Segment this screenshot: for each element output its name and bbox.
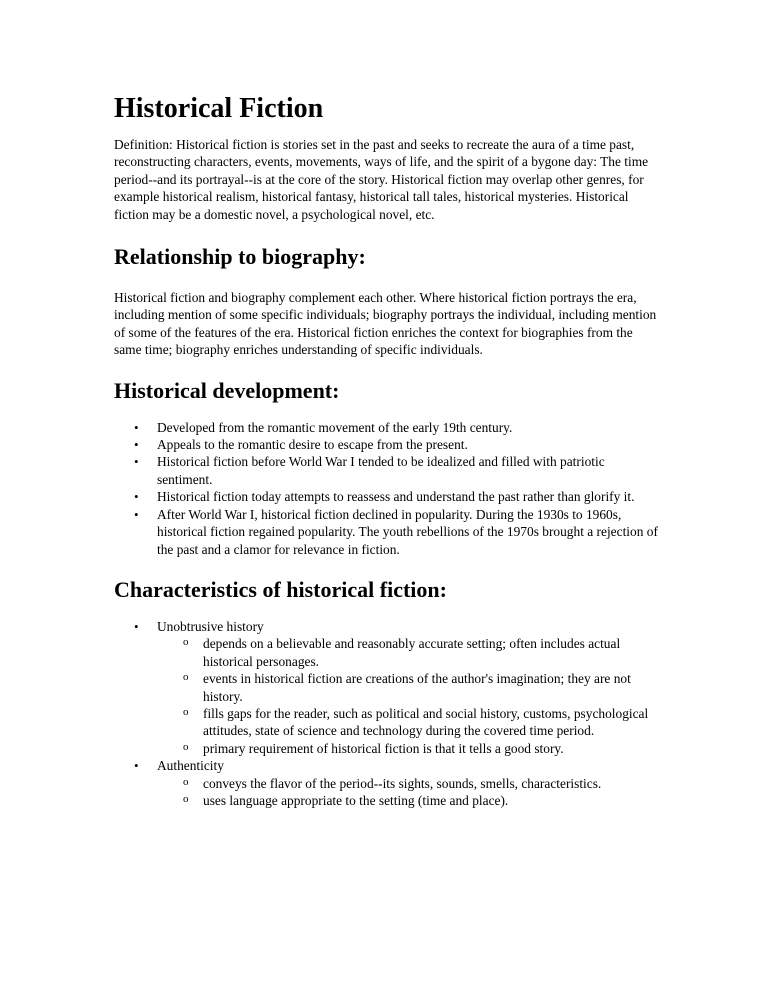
list-item-text: After World War I, historical fiction declined in popularity. During the 1930s to 1960s, historical fiction regained popularity. The youth rebellions of the 1970s brought a rejection of the past and a clamor for relevance in fiction. xyxy=(157,506,658,557)
sub-list-item xyxy=(157,740,659,757)
sub-bullet-icon: o xyxy=(183,636,189,649)
page-title: Historical Fiction xyxy=(114,93,324,124)
sub-list xyxy=(157,775,659,810)
sub-list-item xyxy=(157,775,659,792)
bullet-icon: • xyxy=(134,758,139,774)
sub-bullet-icon: o xyxy=(183,792,189,805)
bullet-icon: • xyxy=(134,437,139,453)
document-page xyxy=(114,92,659,809)
sub-list-item xyxy=(157,792,659,809)
list-item xyxy=(114,419,659,436)
list-item xyxy=(114,618,659,757)
characteristics-list xyxy=(114,618,659,809)
bullet-icon: • xyxy=(134,489,139,505)
sub-bullet-icon: o xyxy=(183,775,189,788)
list-item xyxy=(114,488,659,505)
sub-bullet-icon: o xyxy=(183,671,189,684)
list-item-text: Appeals to the romantic desire to escape from the present. xyxy=(157,437,468,453)
sub-list-item xyxy=(157,670,659,705)
sub-list-item-text: depends on a believable and reasonably accurate setting; often includes actual historical personages. xyxy=(203,636,621,669)
sub-bullet-icon: o xyxy=(183,740,189,753)
definition-paragraph: Definition: Historical fiction is stories set in the past and seeks to recreate the aura of a time past, reconstructing characters, events, movements, ways of life, and the spirit of a bygone day: The time period--and its portrayal--is at the core of the story. Historical fiction may overlap other genres, for example historical realism, historical fantasy, historical tall tales, historical mysteries. Historical fiction may be a domestic novel, a psychological novel, etc. xyxy=(114,137,649,222)
list-item xyxy=(114,453,659,488)
list-item-text: Unobtrusive history xyxy=(157,618,264,634)
list-item-text: Authenticity xyxy=(157,758,224,774)
sub-list-item-text: fills gaps for the reader, such as political and social history, customs, psychological attitudes, state of science and technology during the covered time period. xyxy=(203,705,649,739)
list-item-text: Historical fiction before World War I tended to be idealized and filled with patriotic sentiment. xyxy=(157,454,605,487)
list-item xyxy=(114,757,659,809)
development-list xyxy=(114,419,659,558)
list-item-text: Developed from the romantic movement of the early 19th century. xyxy=(157,419,513,435)
bullet-icon: • xyxy=(134,618,139,634)
bullet-icon: • xyxy=(134,419,139,435)
sub-bullet-icon: o xyxy=(183,705,189,718)
sub-list-item xyxy=(157,705,659,740)
sub-list xyxy=(157,635,659,757)
sub-list-item-text: events in historical fiction are creations of the author's imagination; they are not history. xyxy=(203,671,631,704)
relationship-heading: Relationship to biography: xyxy=(114,244,366,270)
relationship-paragraph: Historical fiction and biography complement each other. Where historical fiction portrays the era, including mention of some specific individuals; biography portrays the individual, including mention of some of the features of the era. Historical fiction enriches the context for biographies from the same time; biography enriches understanding of specific individuals. xyxy=(114,290,657,358)
sub-list-item-text: conveys the flavor of the period--its sights, sounds, smells, characteristics. xyxy=(203,775,602,791)
development-heading: Historical development: xyxy=(114,377,340,403)
sub-list-item-text: primary requirement of historical fiction is that it tells a good story. xyxy=(203,740,564,756)
list-item xyxy=(114,436,659,453)
list-item xyxy=(114,506,659,558)
bullet-icon: • xyxy=(134,454,139,470)
characteristics-heading: Characteristics of historical fiction: xyxy=(114,576,447,602)
sub-list-item xyxy=(157,635,659,670)
list-item-text: Historical fiction today attempts to reassess and understand the past rather than glorify it. xyxy=(157,489,635,505)
sub-list-item-text: uses language appropriate to the setting (time and place). xyxy=(203,792,509,808)
bullet-icon: • xyxy=(134,506,139,522)
